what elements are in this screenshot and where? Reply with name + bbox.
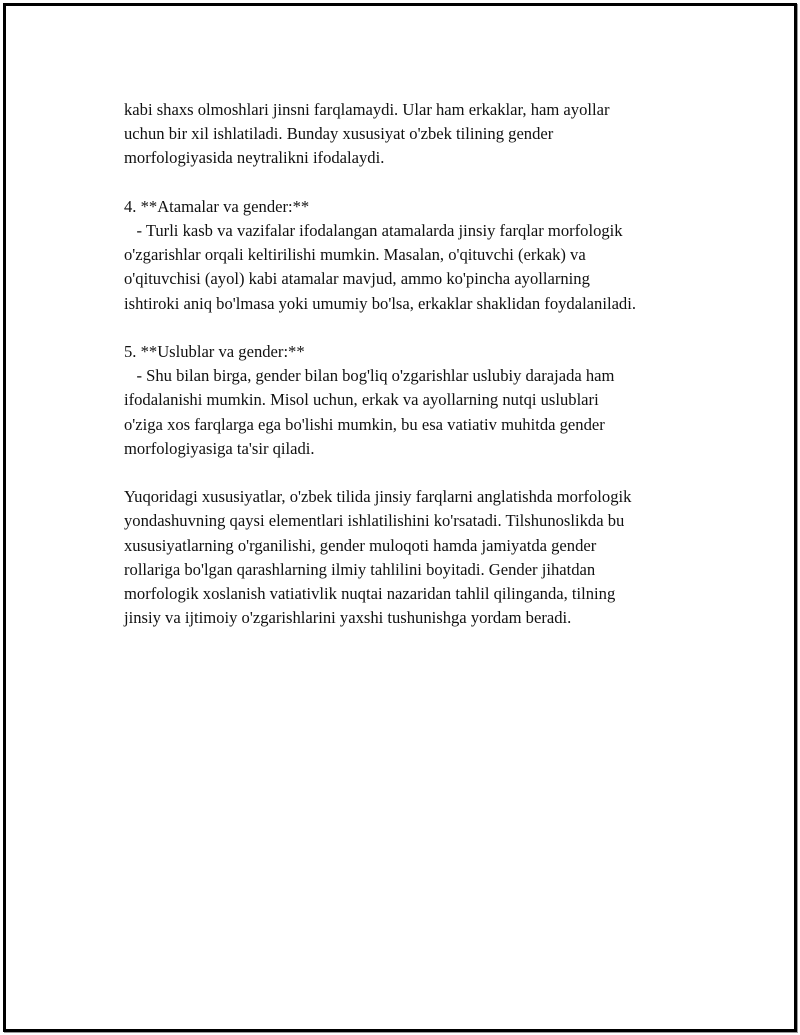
paragraph-pronouns xyxy=(124,98,724,171)
text-line: ifodalanishi mumkin. Misol uchun, erkak va ayollarning nutqi uslublari xyxy=(124,390,599,410)
text-line: - Turli kasb va vazifalar ifodalangan atamalarda jinsiy farqlar morfologik xyxy=(124,221,623,240)
text-line: morfologiyasiga ta'sir qiladi. xyxy=(124,438,315,458)
text-line: xususiyatlarning o'rganilishi, gender muloqoti hamda jamiyatda gender xyxy=(124,535,597,555)
text-line: ishtiroki aniq bo'lmasa yoki umumiy bo'lsa, erkaklar shaklidan foydalaniladi. xyxy=(124,293,636,313)
section-atamalar xyxy=(124,195,724,316)
text-line: morfologiyasida neytralikni ifodalaydi. xyxy=(124,148,385,168)
paragraph-spacer xyxy=(124,316,724,340)
text-line: o'zgarishlar orqali keltirilishi mumkin. Masalan, o'qituvchi (erkak) va xyxy=(124,245,586,265)
text-line: jinsiy va ijtimoiy o'zgarishlarini yaxshi tushunishga yordam beradi. xyxy=(124,608,572,628)
text-line: kabi shaxs olmoshlari jinsni farqlamaydi. Ular ham erkaklar, ham ayollar xyxy=(124,100,610,119)
paragraph-spacer xyxy=(124,171,724,195)
text-line: o'qituvchisi (ayol) kabi atamalar mavjud, ammo ko'pincha ayollarning xyxy=(124,269,590,289)
paragraph-conclusion xyxy=(124,485,724,630)
text-line: uchun bir xil ishlatiladi. Bunday xususiyat o'zbek tilining gender xyxy=(124,124,554,144)
text-line: rollariga bo'lgan qarashlarning ilmiy tahlilini boyitadi. Gender jihatdan xyxy=(124,559,596,579)
page-border xyxy=(3,3,797,1032)
paragraph-spacer xyxy=(124,461,724,485)
text-line: - Shu bilan birga, gender bilan bog'liq o'zgarishlar uslubiy darajada ham xyxy=(124,366,615,386)
text-line: yondashuvning qaysi elementlari ishlatilishini ko'rsatadi. Tilshunoslikda bu xyxy=(124,511,625,531)
section-uslublar xyxy=(124,340,724,461)
text-line: morfologik xoslanish vatiativlik nuqtai nazaridan tahlil qilinganda, tilning xyxy=(124,584,616,604)
text-line: o'ziga xos farqlarga ega bo'lishi mumkin, bu esa vatiativ muhitda gender xyxy=(124,414,605,434)
text-line: Yuqoridagi xususiyatlar, o'zbek tilida jinsiy farqlarni anglatishda morfologik xyxy=(124,487,632,507)
section-heading: 5. **Uslublar va gender:** xyxy=(124,342,305,361)
section-heading: 4. **Atamalar va gender:** xyxy=(124,196,310,216)
document-body xyxy=(124,98,724,630)
